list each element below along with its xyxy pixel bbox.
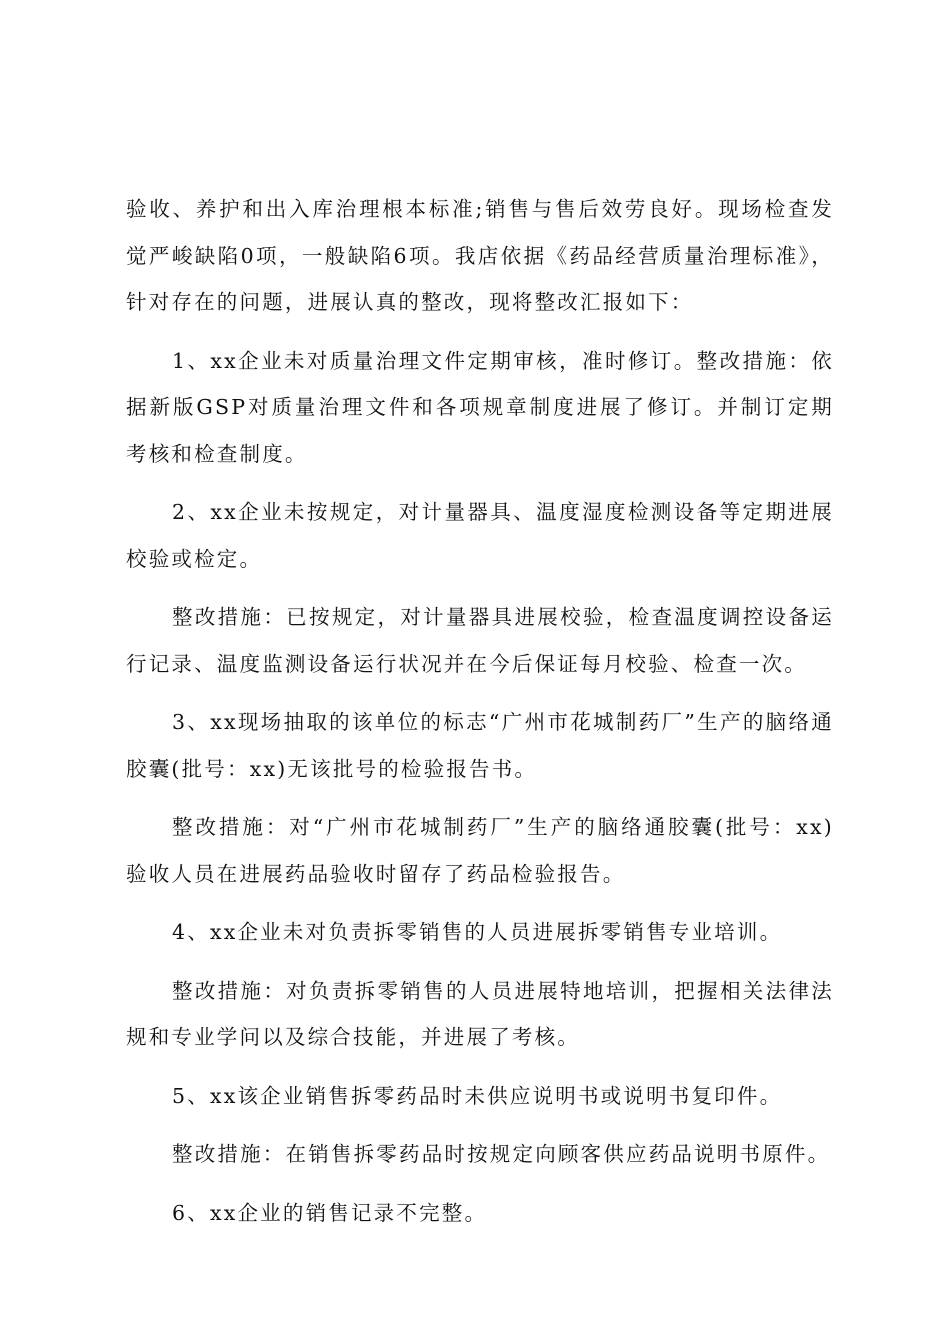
paragraph-item-4: 4、xx企业未对负责拆零销售的人员进展拆零销售专业培训。 [172, 920, 783, 944]
paragraph-item-1: 1、xx企业未对质量治理文件定期审核，准时修订。整改措施：依据新版GSP对质量治理文件和各项规章制度进展了修订。并制订定期考核和检查制度。 [126, 348, 834, 466]
paragraph-item-2-measure: 整改措施：已按规定，对计量器具进展校验，检查温度调控设备运行记录、温度监测设备运行状况并在今后保证每月校验、检查一次。 [126, 605, 834, 676]
paragraph-item-5-measure: 整改措施：在销售拆零药品时按规定向顾客供应药品说明书原件。 [172, 1142, 831, 1166]
paragraph-item-6: 6、xx企业的销售记录不完整。 [172, 1200, 488, 1225]
paragraph-item-2: 2、xx企业未按规定，对计量器具、温度湿度检测设备等定期进展校验或检定。 [126, 500, 834, 571]
paragraph-intro: 验收、养护和出入库治理根本标准;销售与售后效劳良好。现场检查发觉严峻缺陷0项，一般缺陷6项。我店依据《药品经营质量治理标准》，针对存在的问题，进展认真的整改，现将整改汇报如下： [126, 197, 834, 314]
paragraph-item-3: 3、xx现场抽取的该单位的标志“广州市花城制药厂”生产的脑络通胶囊(批号：xx)无该批号的检验报告书。 [126, 710, 834, 781]
document-body [126, 186, 834, 1248]
paragraph-item-5: 5、xx该企业销售拆零药品时未供应说明书或说明书复印件。 [172, 1083, 783, 1108]
paragraph-item-4-measure: 整改措施：对负责拆零销售的人员进展特地培训，把握相关法律法规和专业学问以及综合技能，并进展了考核。 [126, 978, 834, 1049]
paragraph-item-3-measure: 整改措施：对“广州市花城制药厂”生产的脑络通胶囊(批号：xx)验收人员在进展药品验收时留存了药品检验报告。 [126, 815, 834, 886]
